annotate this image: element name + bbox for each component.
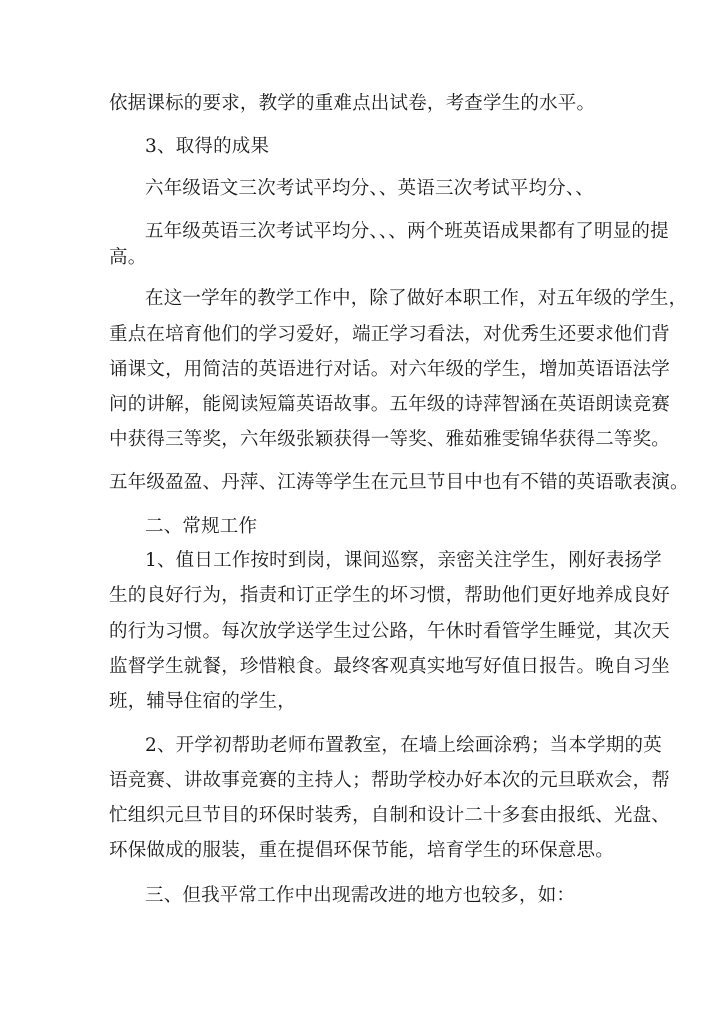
text-line: 语竞赛、讲故事竞赛的主持人；帮助学校办好本次的元旦联欢会，帮 [109,770,671,791]
text-line: 2、开学初帮助老师布置教室，在墙上绘画涂鸦；当本学期的英 [145,735,662,756]
text-line: 六年级语文三次考试平均分、、英语三次考试平均分、、 [145,178,595,199]
text-line: 1、值日工作按时到岗，课间巡察，亲密关注学生，刚好表扬学 [145,550,662,571]
text-line: 高。 [109,247,147,268]
text-line: 在这一学年的教学工作中，除了做好本职工作，对五年级的学生， [145,288,688,309]
text-line: 班，辅导住宿的学生， [109,691,297,712]
text-line: 问的讲解，能阅读短篇英语故事。五年级的诗萍智涵在英语朗读竞赛 [109,394,671,415]
text-line: 生的良好行为，指责和订正学生的坏习惯，帮助他们更好地养成良好 [109,585,671,606]
text-line: 诵课文，用简洁的英语进行对话。对六年级的学生，增加英语语法学 [109,359,671,380]
text-line: 的行为习惯。每次放学送学生过公路，午休时看管学生睡觉，其次天 [109,621,671,642]
section-heading: 3、取得的成果 [145,136,270,157]
text-line: 五年级盈盈、丹萍、江涛等学生在元旦节目中也有不错的英语歌表演。 [109,472,689,493]
section-heading: 二、常规工作 [145,516,258,537]
section-heading: 三、但我平常工作中出现需改进的地方也较多，如： [145,885,576,906]
text-line: 五年级英语三次考试平均分、、、两个班英语成果都有了明显的提 [145,221,669,242]
text-line: 依据课标的要求，教学的重难点出试卷，考查学生的水平。 [109,93,596,114]
text-line: 环保做成的服装，重在提倡环保节能，培育学生的环保意思。 [109,840,614,861]
text-line: 重点在培育他们的学习爱好，端正学习看法，对优秀生还要求他们背 [109,324,671,345]
text-line: 忙组织元旦节目的环保时装秀，自制和设计二十多套由报纸、光盘、 [109,805,671,826]
text-line: 中获得三等奖，六年级张颖获得一等奖、雅茹雅雯锦华获得二等奖。 [109,429,671,450]
text-line: 监督学生就餐，珍惜粮食。最终客观真实地写好值日报告。晚自习坐 [109,656,671,677]
